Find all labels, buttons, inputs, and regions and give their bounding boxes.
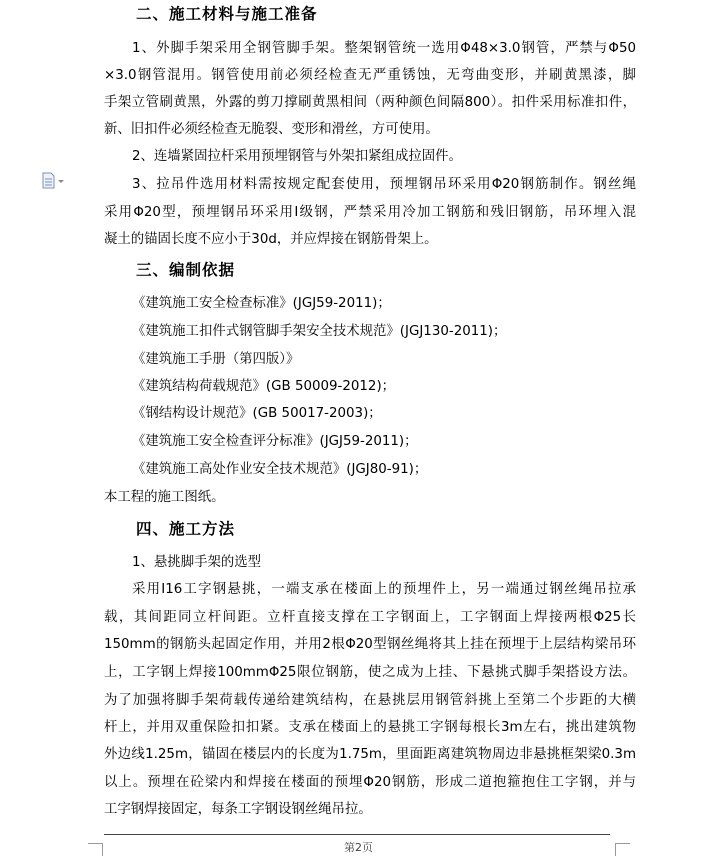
document-icon[interactable] (41, 172, 67, 190)
paragraph-line: 1、外脚手架采用全钢管脚手架。整架钢管统一选用Φ48×3.0钢管，严禁与Φ50 (132, 41, 636, 56)
section-heading-basis: 三、编制依据 (136, 261, 236, 279)
paragraph-line: 新、旧扣件必须经检查无脆裂、变形和滑丝，方可使用。 (104, 122, 439, 137)
paragraph-line: 工字钢焊接固定，每条工字钢设钢丝绳吊拉。 (104, 802, 372, 817)
reference-item: 《钢结构设计规范》(GB 50017-2003)； (132, 406, 382, 421)
page-number: 第2页 (344, 841, 373, 854)
reference-item: 《建筑结构荷载规范》(GB 50009-2012)； (132, 379, 396, 394)
paragraph-line: 上，工字钢上焊接100mmΦ25限位钢筋，使之成为上挂、下悬挑式脚手架搭设方法。 (104, 665, 636, 680)
paragraph-line: 杆上，并用双重保险扣扣紧。支承在楼面上的悬挑工字钢每根长3m左右，挑出建筑物 (104, 720, 636, 735)
section-heading-methods: 四、施工方法 (136, 520, 236, 538)
reference-item: 《建筑施工安全检查标准》(JGJ59-2011)； (132, 296, 391, 311)
section-heading-materials: 二、施工材料与施工准备 (136, 5, 318, 23)
reference-item: 《建筑施工安全检查评分标准》(JGJ59-2011)； (132, 434, 418, 449)
reference-item: 《建筑施工高处作业安全技术规范》(JGJ80-91)； (132, 462, 428, 477)
paragraph-line: 采用Φ20型，预埋钢吊环采用Ⅰ级钢，严禁采用冷加工钢筋和残旧钢筋，吊环埋入混 (104, 205, 636, 220)
paragraph-line: 外边线1.25m，锚固在楼层内的长度为1.75m，里面距离建筑物周边非悬挑框架梁0.3m (104, 747, 636, 762)
paragraph-line: 3、拉吊件选用材料需按规定配套使用，预埋钢吊环采用Φ20钢筋制作。钢丝绳 (132, 177, 636, 192)
paragraph-line: 为了加强将脚手架荷载传递给建筑结构，在悬挑层用钢管斜挑上至第二个步距的大横 (104, 693, 636, 708)
reference-item: 《建筑施工手册（第四版）》 (132, 352, 300, 367)
reference-item: 《建筑施工扣件式钢管脚手架安全技术规范》(JGJ130-2011)； (132, 324, 507, 339)
paragraph-line: 以上。预埋在砼梁内和焊接在楼面的预埋Φ20钢筋，形成二道抱箍抱住工字钢，并与 (104, 775, 636, 790)
reference-closing: 本工程的施工图纸。 (104, 490, 225, 505)
subsection-heading: 1、悬挑脚手架的选型 (132, 555, 262, 570)
paragraph-line: 载，其间距同立杆间距。立杆直接支撑在工字钢面上，工字钢面上焊接两根Φ25长 (104, 610, 636, 625)
paragraph-line: 采用I16工字钢悬挑，一端支承在楼面上的预埋件上，另一端通过钢丝绳吊拉承 (132, 582, 636, 597)
paragraph-line: 凝土的锚固长度不应小于30d，并应焊接在钢筋骨架上。 (104, 232, 438, 247)
footer-divider (104, 834, 610, 835)
paragraph-line: 2、连墙紧固拉杆采用预埋钢管与外架扣紧组成拉固件。 (132, 149, 462, 164)
paragraph-line: ×3.0钢管混用。钢管使用前必须经检查无严重锈蚀，无弯曲变形，并刷黄黑漆，脚 (104, 68, 636, 83)
paragraph-line: 150mm的钢筋头起固定作用，并用2根Φ20型钢丝绳将其上挂在预埋于上层结构梁吊环 (104, 637, 636, 652)
paragraph-line: 手架立管刷黄黑，外露的剪刀撑刷黄黑相间（两种颜色间隔800）。扣件采用标准扣件， (104, 95, 636, 110)
